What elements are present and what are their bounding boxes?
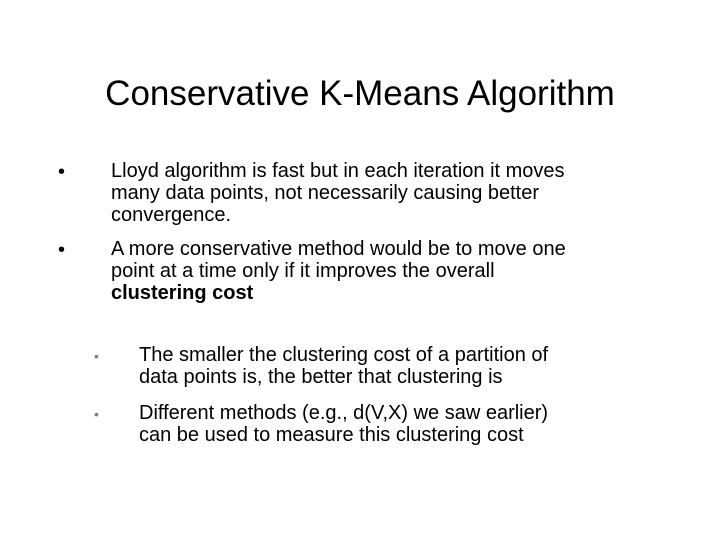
sub-bullet-marker: • [94,348,99,364]
bullet-line: convergence. [111,204,232,226]
bullet-text [111,160,671,226]
bullet-marker: • [58,161,66,183]
sub-bullet-marker: • [94,406,99,422]
bullet-text [111,238,671,304]
bullet-line: point at a time only if it improves the overall [111,260,495,282]
bullet-marker: • [58,239,66,261]
bullet-line-emphasis: clustering cost [111,282,254,304]
bullet-line: Lloyd algorithm is fast but in each iteration it moves [111,160,565,182]
bullet-line: many data points, not necessarily causing better [111,182,540,204]
bullet-line: A more conservative method would be to move one [111,238,566,260]
slide-title: Conservative K-Means Algorithm [105,74,615,113]
sub-bullet-line: The smaller the clustering cost of a partition of [139,344,549,366]
sub-bullet-line: data points is, the better that clustering is [139,366,503,388]
sub-bullet-line: Different methods (e.g., d(V,X) we saw earlier) [139,402,549,424]
sub-bullet-line: can be used to measure this clustering cost [139,424,524,446]
sub-bullet-text [139,344,659,388]
sub-bullet-text [139,402,659,446]
